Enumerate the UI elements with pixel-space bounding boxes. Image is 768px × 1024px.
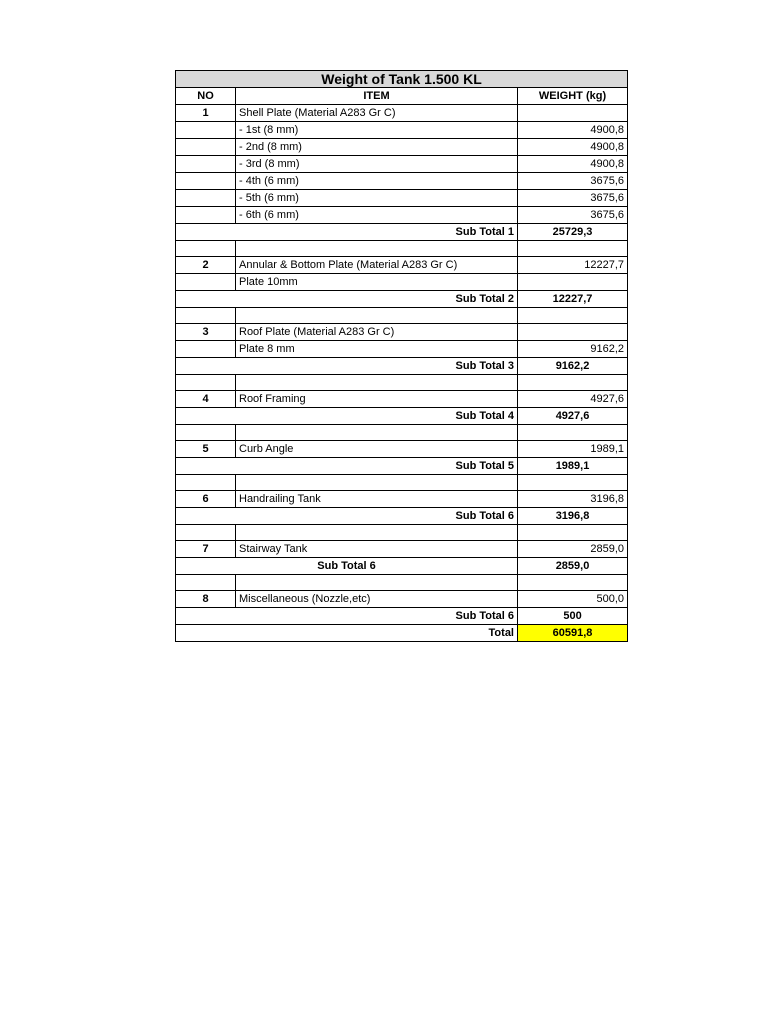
spacer-cell (176, 375, 236, 391)
item-description: Plate 8 mm (236, 341, 518, 358)
subtotal-value: 2859,0 (518, 558, 628, 575)
item-description: - 3rd (8 mm) (236, 156, 518, 173)
table-row (176, 156, 628, 173)
subtotal-label: Sub Total 6 (176, 608, 518, 625)
subtotal-row (176, 291, 628, 308)
spacer-cell (518, 475, 628, 491)
table-row (176, 591, 628, 608)
table-row (176, 341, 628, 358)
item-description: - 6th (6 mm) (236, 207, 518, 224)
total-row (176, 625, 628, 642)
subtotal-label: Sub Total 6 (176, 558, 518, 575)
spacer-row (176, 575, 628, 591)
table-row (176, 391, 628, 408)
title-row (176, 71, 628, 88)
subtotal-row (176, 224, 628, 241)
item-number-empty (176, 341, 236, 358)
table-row (176, 190, 628, 207)
spacer-cell (176, 475, 236, 491)
table-title: Weight of Tank 1.500 KL (176, 71, 628, 88)
item-number: 7 (176, 541, 236, 558)
subtotal-value: 9162,2 (518, 358, 628, 375)
item-description: - 2nd (8 mm) (236, 139, 518, 156)
table-row (176, 207, 628, 224)
subtotal-label: Sub Total 1 (176, 224, 518, 241)
item-weight: 9162,2 (518, 341, 628, 358)
header-row (176, 88, 628, 105)
table-row (176, 541, 628, 558)
item-description: Plate 10mm (236, 274, 518, 291)
item-weight (518, 324, 628, 341)
item-weight: 4900,8 (518, 156, 628, 173)
item-description: - 4th (6 mm) (236, 173, 518, 190)
item-description: Stairway Tank (236, 541, 518, 558)
header-item: ITEM (236, 88, 518, 105)
spacer-cell (236, 525, 518, 541)
item-description: Roof Plate (Material A283 Gr C) (236, 324, 518, 341)
item-description: Curb Angle (236, 441, 518, 458)
item-weight: 2859,0 (518, 541, 628, 558)
item-weight: 4927,6 (518, 391, 628, 408)
item-number-empty (176, 173, 236, 190)
spacer-row (176, 375, 628, 391)
spacer-cell (518, 425, 628, 441)
item-description: Annular & Bottom Plate (Material A283 Gr C) (236, 257, 518, 274)
item-number: 4 (176, 391, 236, 408)
item-number-empty (176, 190, 236, 207)
spacer-cell (518, 375, 628, 391)
subtotal-value: 1989,1 (518, 458, 628, 475)
item-number: 5 (176, 441, 236, 458)
item-number-empty (176, 274, 236, 291)
item-weight: 3675,6 (518, 173, 628, 190)
spacer-cell (176, 425, 236, 441)
subtotal-label: Sub Total 2 (176, 291, 518, 308)
spacer-cell (518, 241, 628, 257)
spacer-row (176, 525, 628, 541)
table-row (176, 441, 628, 458)
subtotal-label: Sub Total 3 (176, 358, 518, 375)
table-row (176, 491, 628, 508)
item-number-empty (176, 122, 236, 139)
subtotal-value: 25729,3 (518, 224, 628, 241)
item-weight: 4900,8 (518, 139, 628, 156)
total-value: 60591,8 (518, 625, 628, 642)
subtotal-label: Sub Total 4 (176, 408, 518, 425)
item-weight (518, 105, 628, 122)
item-description: Shell Plate (Material A283 Gr C) (236, 105, 518, 122)
weight-table (175, 70, 628, 642)
spacer-cell (236, 241, 518, 257)
spacer-cell (518, 308, 628, 324)
spacer-row (176, 241, 628, 257)
item-number-empty (176, 207, 236, 224)
header-no: NO (176, 88, 236, 105)
subtotal-row (176, 358, 628, 375)
spacer-cell (236, 308, 518, 324)
table-row (176, 173, 628, 190)
item-description: Roof Framing (236, 391, 518, 408)
subtotal-value: 3196,8 (518, 508, 628, 525)
subtotal-value: 4927,6 (518, 408, 628, 425)
spacer-cell (236, 575, 518, 591)
spacer-row (176, 308, 628, 324)
subtotal-row (176, 508, 628, 525)
item-weight (518, 274, 628, 291)
item-number-empty (176, 156, 236, 173)
spacer-cell (236, 375, 518, 391)
spacer-cell (236, 475, 518, 491)
item-weight: 1989,1 (518, 441, 628, 458)
spacer-row (176, 425, 628, 441)
subtotal-row (176, 458, 628, 475)
table-row (176, 324, 628, 341)
subtotal-row (176, 558, 628, 575)
spacer-row (176, 475, 628, 491)
item-description: - 5th (6 mm) (236, 190, 518, 207)
table-row (176, 139, 628, 156)
table-row (176, 122, 628, 139)
spacer-cell (518, 575, 628, 591)
subtotal-label: Sub Total 6 (176, 508, 518, 525)
subtotal-row (176, 408, 628, 425)
item-number: 1 (176, 105, 236, 122)
subtotal-value: 12227,7 (518, 291, 628, 308)
item-weight: 4900,8 (518, 122, 628, 139)
spacer-cell (236, 425, 518, 441)
weight-table-sheet (175, 70, 627, 642)
spacer-cell (176, 241, 236, 257)
item-number: 3 (176, 324, 236, 341)
item-description: - 1st (8 mm) (236, 122, 518, 139)
item-number: 2 (176, 257, 236, 274)
item-number: 6 (176, 491, 236, 508)
header-weight: WEIGHT (kg) (518, 88, 628, 105)
item-weight: 500,0 (518, 591, 628, 608)
table-row (176, 274, 628, 291)
subtotal-value: 500 (518, 608, 628, 625)
spacer-cell (518, 525, 628, 541)
spacer-cell (176, 308, 236, 324)
subtotal-label: Sub Total 5 (176, 458, 518, 475)
spacer-cell (176, 575, 236, 591)
item-weight: 3675,6 (518, 207, 628, 224)
item-number-empty (176, 139, 236, 156)
item-weight: 3196,8 (518, 491, 628, 508)
subtotal-row (176, 608, 628, 625)
item-weight: 3675,6 (518, 190, 628, 207)
table-row (176, 257, 628, 274)
item-number: 8 (176, 591, 236, 608)
total-label: Total (176, 625, 518, 642)
item-weight: 12227,7 (518, 257, 628, 274)
item-description: Handrailing Tank (236, 491, 518, 508)
table-row (176, 105, 628, 122)
spacer-cell (176, 525, 236, 541)
item-description: Miscellaneous (Nozzle,etc) (236, 591, 518, 608)
